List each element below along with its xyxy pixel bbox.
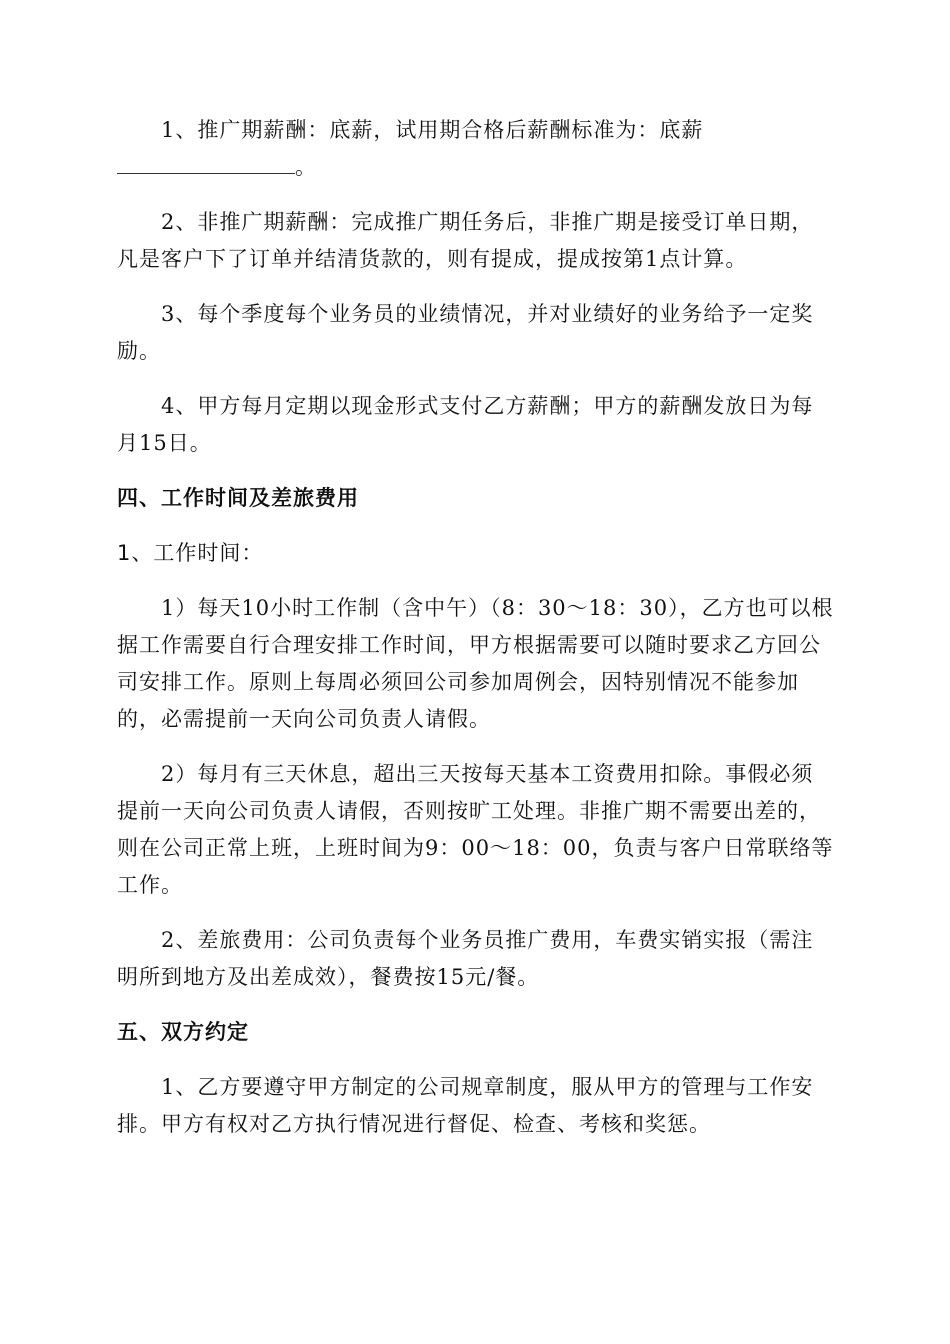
section-5-heading: 五、双方约定 — [117, 1020, 249, 1044]
travel-expense-paragraph: 2、差旅费用：公司负责每个业务员推广费用，车费实销实报（需注明所到地方及出差成效），餐费按15元/餐。 — [117, 928, 814, 989]
salary-paragraph-2: 2、非推广期薪酬：完成推广期任务后，非推广期是接受订单日期，凡是客户下了订单并结清货款的，则有提成，提成按第1点计算。 — [117, 210, 814, 271]
work-time-paragraph-2: 2）每月有三天休息，超出三天按每天基本工资费用扣除。事假必须提前一天向公司负责人请假，否则按旷工处理。非推广期不需要出差的，则在公司正常上班，上班时间为9：00～18：00，负责与客户日常联络等工作。 — [117, 762, 834, 897]
document-body — [117, 112, 835, 1161]
agreement-paragraph-1: 1、乙方要遵守甲方制定的公司规章制度，服从甲方的管理与工作安排。甲方有权对乙方执行情况进行督促、检查、考核和奖惩。 — [117, 1075, 814, 1136]
salary-blank-field — [117, 149, 316, 186]
blank-underline — [117, 173, 295, 174]
section-4-subheading: 1、工作时间： — [117, 541, 264, 565]
salary-paragraph-4: 4、甲方每月定期以现金形式支付乙方薪酬；甲方的薪酬发放日为每月15日。 — [117, 394, 814, 455]
salary-paragraph-3: 3、每个季度每个业务员的业绩情况，并对业绩好的业务给予一定奖励。 — [117, 302, 814, 363]
salary-paragraph-1-end: 。 — [295, 155, 316, 179]
salary-paragraph-1: 1、推广期薪酬：底薪，试用期合格后薪酬标准为：底薪 — [161, 118, 704, 142]
section-4-heading: 四、工作时间及差旅费用 — [117, 486, 359, 510]
work-time-paragraph-1: 1）每天10小时工作制（含中午）（8：30～18：30），乙方也可以根据工作需要自行合理安排工作时间，甲方根据需要可以随时要求乙方回公司安排工作。原则上每周必须回公司参加周例会，因特别情况不能参加的，必需提前一天向公司负责人请假。 — [117, 596, 834, 731]
